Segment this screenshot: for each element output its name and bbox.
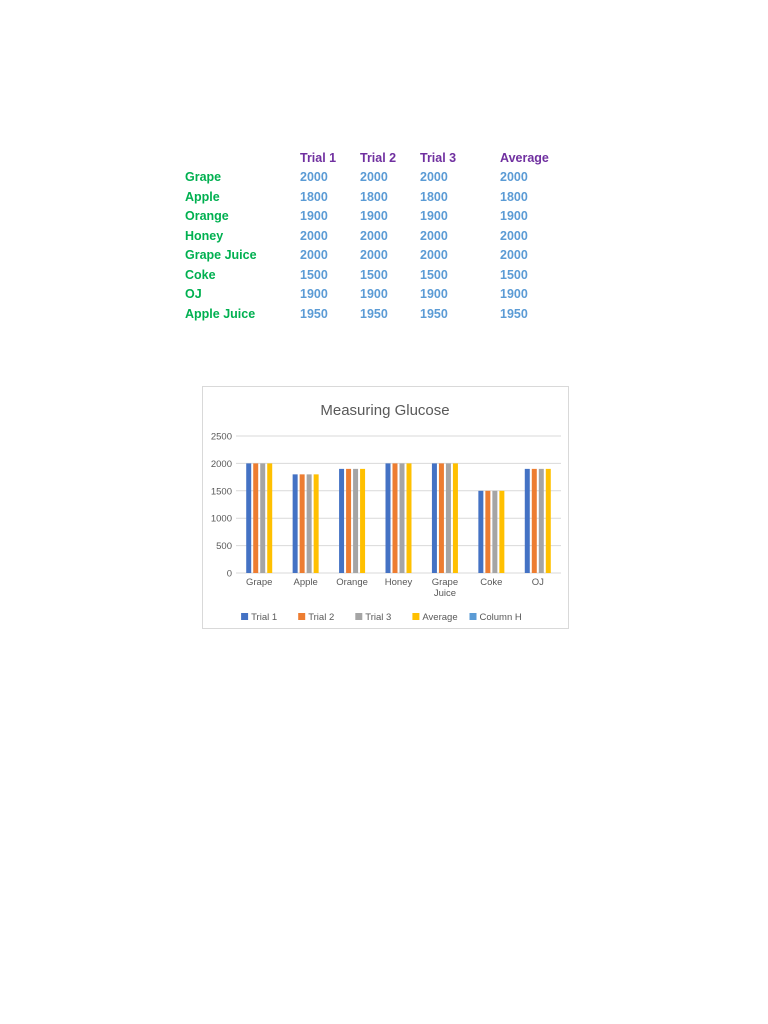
bar-trial-2 <box>393 463 398 573</box>
cell-value: 1900 <box>360 287 388 302</box>
legend-swatch <box>355 613 362 620</box>
bar-trial-1 <box>246 463 251 573</box>
cell-value: 2000 <box>500 170 528 185</box>
bar-trial-3 <box>539 469 544 573</box>
y-tick-label: 1000 <box>210 513 232 525</box>
cell-value: 1800 <box>300 189 328 204</box>
cell-value: 1500 <box>420 267 448 282</box>
bar-trial-2 <box>532 469 537 573</box>
header-trial-3: Trial 3 <box>420 150 457 165</box>
cell-value: 2000 <box>300 248 328 263</box>
bar-average <box>267 463 272 573</box>
x-tick-label: Grape <box>431 577 459 588</box>
row-label: Coke <box>185 267 216 282</box>
legend-label[interactable]: Trial 3 <box>365 612 392 623</box>
gridlines <box>236 436 561 573</box>
bar-trial-1 <box>478 491 483 573</box>
bar-average <box>546 469 551 573</box>
cell-value: 1800 <box>500 189 528 204</box>
cell-value: 1500 <box>360 267 388 282</box>
table-row <box>185 168 560 188</box>
chart-canvas <box>203 387 570 630</box>
row-label: Orange <box>185 209 229 224</box>
row-label: Honey <box>185 228 224 243</box>
bar-average <box>314 474 319 573</box>
table-row <box>185 207 560 227</box>
x-tick-label: Apple <box>293 577 318 588</box>
legend-swatch <box>241 613 248 620</box>
table-row <box>185 187 560 207</box>
table-corner <box>185 148 300 168</box>
cell-value: 1800 <box>360 189 388 204</box>
cell-value: 1950 <box>420 306 448 321</box>
cell-value: 1950 <box>360 306 388 321</box>
glucose-chart[interactable] <box>202 386 569 629</box>
cell-value: 1950 <box>500 306 528 321</box>
x-tick-label: Coke <box>480 577 503 588</box>
cell-value: 2000 <box>420 248 448 263</box>
table-row <box>185 226 560 246</box>
legend-label[interactable]: Column H <box>479 612 522 623</box>
bar-trial-1 <box>525 469 530 573</box>
y-tick-label: 1500 <box>210 486 232 498</box>
cell-value: 2000 <box>360 170 388 185</box>
legend-swatch <box>470 613 477 620</box>
bar-trial-3 <box>260 463 265 573</box>
bar-average <box>360 469 365 573</box>
cell-value: 2000 <box>500 248 528 263</box>
cell-value: 1900 <box>500 287 528 302</box>
bar-trial-2 <box>485 491 490 573</box>
cell-value: 1900 <box>360 209 388 224</box>
bar-trial-1 <box>293 474 298 573</box>
bar-trial-3 <box>446 463 451 573</box>
cell-value: 1500 <box>300 267 328 282</box>
legend-swatch <box>298 613 305 620</box>
cell-value: 2000 <box>420 170 448 185</box>
bar-average <box>407 463 412 573</box>
x-tick-label: Grape <box>246 577 273 588</box>
header-trial-1: Trial 1 <box>300 150 337 165</box>
cell-value: 2000 <box>500 228 528 243</box>
bar-trial-1 <box>432 463 437 573</box>
y-tick-label: 500 <box>216 541 232 553</box>
bar-trial-3 <box>400 463 405 573</box>
row-label: Apple Juice <box>185 306 256 321</box>
y-tick-label: 2500 <box>210 431 232 443</box>
table-header-row <box>185 148 560 168</box>
x-tick-label: Honey <box>384 577 413 588</box>
x-tick-label: OJ <box>531 577 544 588</box>
cell-value: 1900 <box>500 209 528 224</box>
row-label: Grape Juice <box>185 248 257 263</box>
y-axis-ticks <box>211 432 232 580</box>
cell-value: 1900 <box>300 209 328 224</box>
bar-trial-3 <box>307 474 312 573</box>
table-row <box>185 304 560 324</box>
glucose-data-table <box>185 148 560 324</box>
cell-value: 1900 <box>300 287 328 302</box>
legend-swatch <box>412 613 419 620</box>
row-label: Grape <box>185 170 222 185</box>
bar-trial-1 <box>386 463 391 573</box>
table-row <box>185 265 560 285</box>
table-row <box>185 246 560 266</box>
bar-trial-2 <box>346 469 351 573</box>
header-average: Average <box>500 150 549 165</box>
cell-value: 2000 <box>300 170 328 185</box>
bar-trial-3 <box>353 469 358 573</box>
bar-trial-2 <box>439 463 444 573</box>
table-row <box>185 285 560 305</box>
cell-value: 2000 <box>420 228 448 243</box>
cell-value: 2000 <box>360 248 388 263</box>
x-tick-label: Orange <box>336 577 368 588</box>
legend-label[interactable]: Trial 1 <box>251 612 278 623</box>
legend[interactable] <box>241 612 522 623</box>
legend-label[interactable]: Average <box>422 612 458 623</box>
y-tick-label: 0 <box>226 568 232 580</box>
header-trial-2: Trial 2 <box>360 150 397 165</box>
bar-trial-2 <box>253 463 258 573</box>
legend-label[interactable]: Trial 2 <box>308 612 335 623</box>
x-axis-ticks <box>246 577 544 599</box>
cell-value: 2000 <box>360 228 388 243</box>
cell-value: 1900 <box>420 287 448 302</box>
cell-value: 1950 <box>300 306 328 321</box>
bar-trial-3 <box>492 491 497 573</box>
bar-trial-1 <box>339 469 344 573</box>
row-label: OJ <box>185 287 202 302</box>
cell-value: 1800 <box>420 189 448 204</box>
x-tick-label: Juice <box>433 588 457 599</box>
bar-average <box>499 491 504 573</box>
cell-value: 1900 <box>420 209 448 224</box>
bar-trial-2 <box>300 474 305 573</box>
row-label: Apple <box>185 189 220 204</box>
y-tick-label: 2000 <box>210 458 232 470</box>
cell-value: 1500 <box>500 267 528 282</box>
chart-title: Measuring Glucose <box>320 402 450 419</box>
cell-value: 2000 <box>300 228 328 243</box>
bar-average <box>453 463 458 573</box>
